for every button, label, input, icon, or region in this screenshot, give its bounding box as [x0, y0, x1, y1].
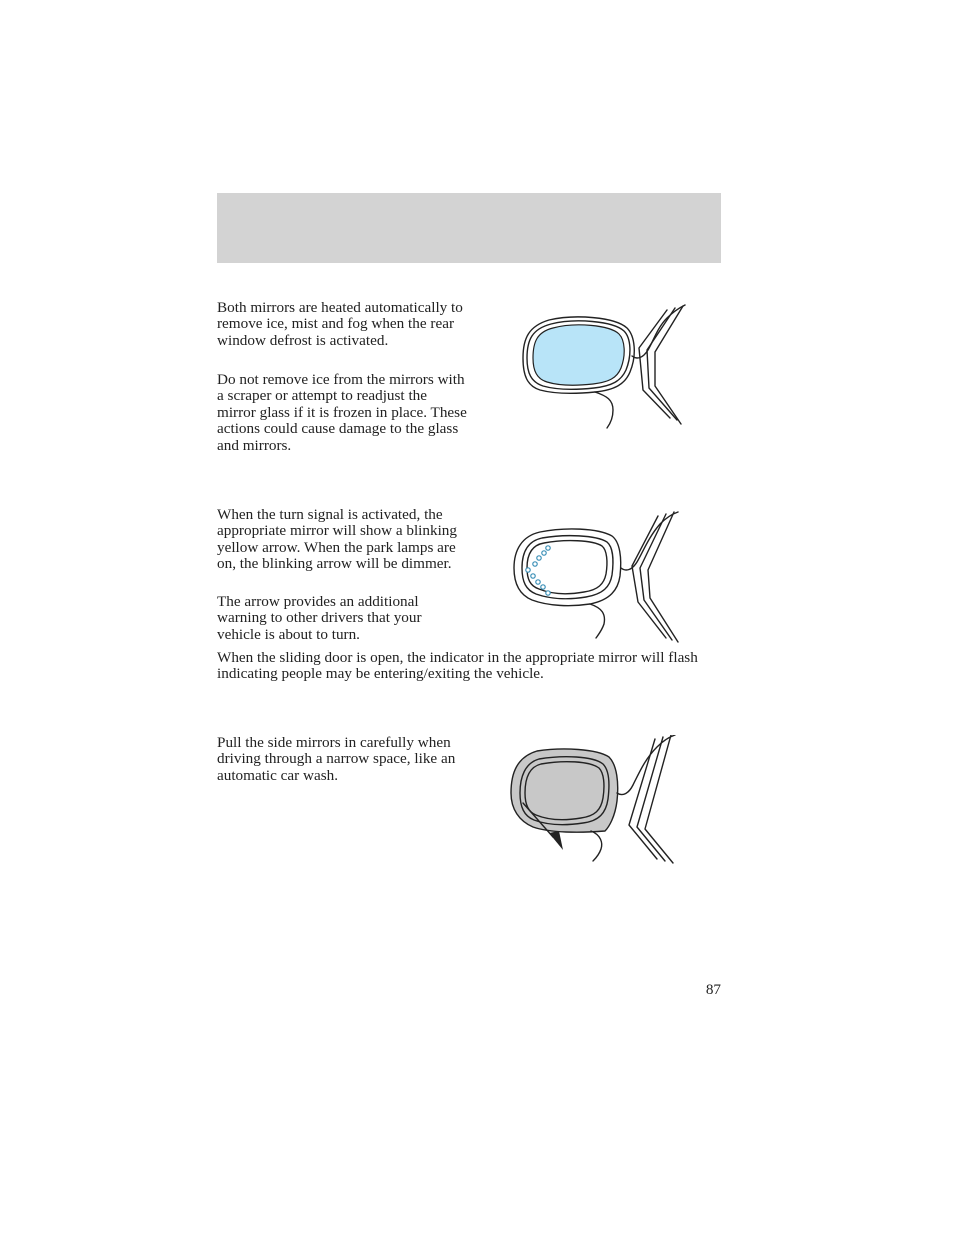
door-pillar-line-3 [645, 735, 673, 863]
page-number: 87 [705, 981, 721, 998]
folding-mirrors-paragraph: Pull the side mirrors in carefully when driving through a narrow space, like an automatic car wash. [217, 734, 456, 784]
mirror-stem [591, 831, 602, 861]
heated-mirror-glass [533, 325, 624, 385]
mirror-stem [590, 604, 604, 638]
mirror-glass-edge [527, 541, 607, 594]
heated-mirror-illustration [515, 300, 700, 435]
fold-direction-arrow-icon [549, 831, 563, 850]
turn-signal-paragraph-2: The arrow provides an additional warning to other drivers that your vehicle is about to turn. [217, 593, 422, 643]
turn-signal-paragraph-1: When the turn signal is activated, the appropriate mirror will show a blinking yellow arrow. When the park lamps are on, the blinking arrow will be dimmer. [217, 506, 457, 573]
section-header-band [217, 193, 721, 263]
mirror-stem [595, 392, 613, 428]
door-pillar-line-2 [637, 737, 665, 861]
mirror-arm [617, 735, 675, 795]
turn-signal-mirror-illustration [510, 510, 695, 645]
door-pillar-line-2 [640, 514, 672, 640]
door-pillar-line-3 [648, 512, 678, 642]
heated-mirrors-paragraph-1: Both mirrors are heated automatically to remove ice, mist and fog when the rear window defrost is activated. [217, 299, 463, 349]
sliding-door-paragraph: When the sliding door is open, the indicator in the appropriate mirror will flash indicating people may be entering/exiting the vehicle. [217, 649, 698, 683]
folding-mirror-illustration [505, 735, 690, 870]
heated-mirrors-paragraph-2: Do not remove ice from the mirrors with a scraper or attempt to readjust the mirror glass if it is frozen in place. These actions could cause damage to the glass and mirrors. [217, 371, 467, 454]
